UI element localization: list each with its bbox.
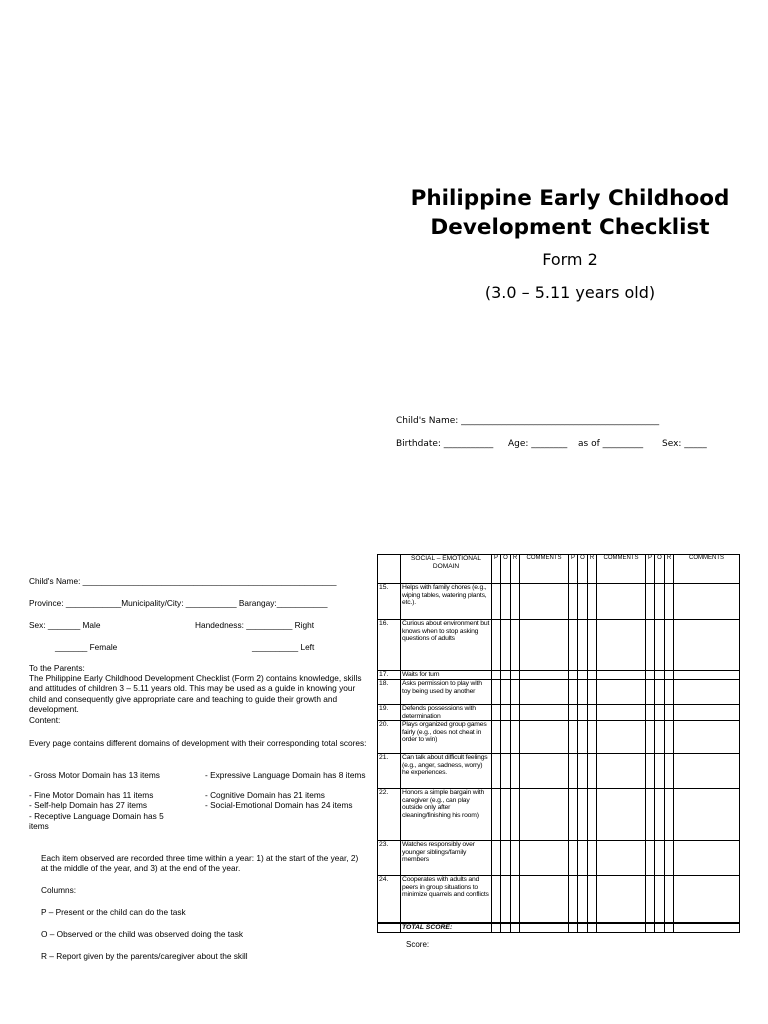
table-row <box>378 620 740 671</box>
comments-cell-2[interactable] <box>597 671 646 680</box>
header-comments-3: COMMENTS <box>674 555 740 584</box>
o-cell-2[interactable] <box>578 584 588 620</box>
o-cell-3[interactable] <box>655 620 665 671</box>
item-description: Curious about environment but knows when to stop asking questions of adults <box>401 620 492 671</box>
each-item-text: Each item observed are recorded three time within a year: 1) at the start of the year, 2) at the middle of the year, and 3) at the end of the year. <box>41 853 359 874</box>
o-cell-1[interactable] <box>501 721 511 754</box>
comments-cell-2[interactable] <box>597 876 646 923</box>
p-cell-1[interactable] <box>492 721 501 754</box>
content-label: Content: <box>29 715 61 725</box>
r-cell-1[interactable] <box>511 721 520 754</box>
total-r-3 <box>665 923 674 933</box>
o-cell-1[interactable] <box>501 680 511 705</box>
item-description: Asks permission to play with toy being used by another <box>401 680 492 705</box>
comments-cell-1[interactable] <box>520 620 569 671</box>
p-cell-1[interactable] <box>492 705 501 721</box>
o-cell-3[interactable] <box>655 876 665 923</box>
table-row <box>378 841 740 876</box>
domain-self-help: - Self-help Domain has 27 items <box>29 800 148 810</box>
table-row <box>378 680 740 705</box>
comments-cell-1[interactable] <box>520 754 569 789</box>
cover-birthdate: Birthdate: ___________ <box>396 439 494 449</box>
item-number: 17. <box>378 671 401 680</box>
item-description: Watches responsibly over younger siblings/family members <box>401 841 492 876</box>
o-cell-1[interactable] <box>501 671 511 680</box>
info-handedness-right: Handedness: __________ Right <box>195 620 315 630</box>
comments-cell-3[interactable] <box>674 584 740 620</box>
p-cell-1[interactable] <box>492 789 501 841</box>
header-r-2: R <box>588 555 597 584</box>
r-cell-1[interactable] <box>511 680 520 705</box>
r-cell-3[interactable] <box>665 841 674 876</box>
total-o-3 <box>655 923 665 933</box>
r-cell-1[interactable] <box>511 705 520 721</box>
comments-cell-1[interactable] <box>520 680 569 705</box>
social-emotional-checklist-table <box>377 554 740 933</box>
table-header-row <box>378 555 740 584</box>
table-row <box>378 754 740 789</box>
age-range: (3.0 – 5.11 years old) <box>484 283 656 302</box>
r-cell-1[interactable] <box>511 584 520 620</box>
header-domain: SOCIAL – EMOTIONAL DOMAIN <box>401 555 492 584</box>
domain-fine-motor: - Fine Motor Domain has 11 items <box>29 790 154 800</box>
o-cell-1[interactable] <box>501 876 511 923</box>
o-cell-3[interactable] <box>655 671 665 680</box>
comments-cell-2[interactable] <box>597 705 646 721</box>
o-cell-1[interactable] <box>501 754 511 789</box>
r-cell-2[interactable] <box>588 680 597 705</box>
r-cell-2[interactable] <box>588 671 597 680</box>
table-row <box>378 721 740 754</box>
domain-gross-motor: - Gross Motor Domain has 13 items <box>29 770 160 780</box>
r-cell-2[interactable] <box>588 841 597 876</box>
header-p-2: P <box>569 555 578 584</box>
r-cell-3[interactable] <box>665 876 674 923</box>
p-cell-2[interactable] <box>569 721 578 754</box>
p-cell-3[interactable] <box>646 620 655 671</box>
item-number: 23. <box>378 841 401 876</box>
o-cell-1[interactable] <box>501 841 511 876</box>
p-cell-1[interactable] <box>492 876 501 923</box>
p-cell-3[interactable] <box>646 876 655 923</box>
comments-cell-1[interactable] <box>520 584 569 620</box>
comments-cell-3[interactable] <box>674 721 740 754</box>
info-province: Province: ____________Municipality/City: ___________ Barangay:___________ <box>29 598 328 608</box>
item-number: 19. <box>378 705 401 721</box>
info-childs-name: Child's Name: _______________________________________________________ <box>29 576 337 586</box>
r-cell-3[interactable] <box>665 705 674 721</box>
total-r-1 <box>511 923 520 933</box>
r-cell-1[interactable] <box>511 841 520 876</box>
p-cell-2[interactable] <box>569 620 578 671</box>
r-cell-3[interactable] <box>665 721 674 754</box>
comments-cell-1[interactable] <box>520 705 569 721</box>
cover-as-of: as of _________ <box>578 439 644 449</box>
r-cell-1[interactable] <box>511 876 520 923</box>
cover-childs-name: Child's Name: ____________________________________________ <box>396 416 660 426</box>
o-cell-2[interactable] <box>578 754 588 789</box>
header-number <box>378 555 401 584</box>
table-row <box>378 705 740 721</box>
domain-cognitive: - Cognitive Domain has 21 items <box>205 790 325 800</box>
table-body <box>378 584 740 923</box>
header-p-1: P <box>492 555 501 584</box>
o-cell-2[interactable] <box>578 705 588 721</box>
item-description: Defends possessions with determination <box>401 705 492 721</box>
p-cell-3[interactable] <box>646 671 655 680</box>
cover-sex: Sex: _____ <box>662 439 707 449</box>
p-cell-3[interactable] <box>646 841 655 876</box>
p-cell-2[interactable] <box>569 876 578 923</box>
item-description: Helps with family chores (e.g., wiping tables, watering plants, etc.). <box>401 584 492 620</box>
o-cell-3[interactable] <box>655 584 665 620</box>
total-number-cell <box>378 923 401 933</box>
p-cell-2[interactable] <box>569 705 578 721</box>
total-score-label: TOTAL SCORE: <box>401 923 492 933</box>
p-cell-3[interactable] <box>646 754 655 789</box>
r-cell-2[interactable] <box>588 721 597 754</box>
o-cell-3[interactable] <box>655 721 665 754</box>
every-page-text: Every page contains different domains of development with their corresponding total scores: <box>29 738 367 748</box>
p-cell-2[interactable] <box>569 671 578 680</box>
r-cell-2[interactable] <box>588 620 597 671</box>
total-o-1 <box>501 923 511 933</box>
header-o-3: O <box>655 555 665 584</box>
comments-cell-3[interactable] <box>674 754 740 789</box>
title-line-2: Development Checklist <box>430 215 710 240</box>
total-r-2 <box>588 923 597 933</box>
score-label: Score: <box>406 940 430 949</box>
info-sex-male: Sex: _______ Male <box>29 620 101 630</box>
parents-body: The Philippine Early Childhood Development Checklist (Form 2) contains knowledge, skills and attitudes of children 3 – 5.11 years old. This may be used as a guide in knowing your child and consequently give appropriate care and teaching to guide their growth and development. <box>29 673 362 714</box>
r-cell-3[interactable] <box>665 789 674 841</box>
title-line-1: Philippine Early Childhood <box>410 186 730 211</box>
r-cell-3[interactable] <box>665 671 674 680</box>
comments-cell-2[interactable] <box>597 754 646 789</box>
p-cell-2[interactable] <box>569 841 578 876</box>
r-cell-2[interactable] <box>588 584 597 620</box>
comments-cell-1[interactable] <box>520 789 569 841</box>
r-cell-3[interactable] <box>665 680 674 705</box>
total-p-3 <box>646 923 655 933</box>
o-cell-2[interactable] <box>578 841 588 876</box>
o-cell-1[interactable] <box>501 789 511 841</box>
p-cell-1[interactable] <box>492 841 501 876</box>
item-description: Honors a simple bargain with caregiver (e.g., can play outside only after cleaning/finishing his room) <box>401 789 492 841</box>
header-o-2: O <box>578 555 588 584</box>
item-number: 20. <box>378 721 401 754</box>
table-row <box>378 671 740 680</box>
form-label: Form 2 <box>542 250 598 269</box>
p-cell-2[interactable] <box>569 789 578 841</box>
total-comments-1 <box>520 923 569 933</box>
comments-cell-2[interactable] <box>597 789 646 841</box>
document-title <box>380 184 760 242</box>
domain-expressive-language: - Expressive Language Domain has 8 items <box>205 770 366 780</box>
r-cell-2[interactable] <box>588 876 597 923</box>
comments-cell-2[interactable] <box>597 620 646 671</box>
header-r-3: R <box>665 555 674 584</box>
p-cell-3[interactable] <box>646 705 655 721</box>
item-number: 18. <box>378 680 401 705</box>
header-p-3: P <box>646 555 655 584</box>
r-cell-1[interactable] <box>511 620 520 671</box>
p-cell-1[interactable] <box>492 620 501 671</box>
p-cell-1[interactable] <box>492 584 501 620</box>
comments-cell-1[interactable] <box>520 841 569 876</box>
o-cell-2[interactable] <box>578 680 588 705</box>
cover-age: Age: ________ <box>508 439 568 449</box>
r-cell-1[interactable] <box>511 671 520 680</box>
domain-social-emotional: - Social-Emotional Domain has 24 items <box>205 800 353 810</box>
item-description: Cooperates with adults and peers in group situations to minimize quarrels and conflicts <box>401 876 492 923</box>
item-number: 24. <box>378 876 401 923</box>
r-cell-1[interactable] <box>511 754 520 789</box>
r-cell-3[interactable] <box>665 620 674 671</box>
o-cell-2[interactable] <box>578 876 588 923</box>
total-o-2 <box>578 923 588 933</box>
total-comments-3 <box>674 923 740 933</box>
o-cell-3[interactable] <box>655 841 665 876</box>
domain-receptive-language: - Receptive Language Domain has 5 items <box>29 811 164 831</box>
p-cell-3[interactable] <box>646 789 655 841</box>
p-cell-3[interactable] <box>646 584 655 620</box>
p-cell-1[interactable] <box>492 754 501 789</box>
table-row <box>378 789 740 841</box>
o-cell-3[interactable] <box>655 705 665 721</box>
total-p-1 <box>492 923 501 933</box>
header-comments-2: COMMENTS <box>597 555 646 584</box>
p-cell-2[interactable] <box>569 680 578 705</box>
comments-cell-3[interactable] <box>674 789 740 841</box>
comments-cell-2[interactable] <box>597 584 646 620</box>
o-cell-3[interactable] <box>655 754 665 789</box>
r-cell-2[interactable] <box>588 705 597 721</box>
p-cell-1[interactable] <box>492 671 501 680</box>
comments-cell-3[interactable] <box>674 705 740 721</box>
legend-o: O – Observed or the child was observed doing the task <box>41 929 244 939</box>
p-cell-2[interactable] <box>569 754 578 789</box>
comments-cell-3[interactable] <box>674 680 740 705</box>
item-description: Can talk about difficult feelings (e.g., anger, sadness, worry) he experiences. <box>401 754 492 789</box>
r-cell-3[interactable] <box>665 584 674 620</box>
o-cell-2[interactable] <box>578 721 588 754</box>
p-cell-3[interactable] <box>646 680 655 705</box>
item-number: 15. <box>378 584 401 620</box>
legend-r: R – Report given by the parents/caregiver about the skill <box>41 951 248 961</box>
r-cell-2[interactable] <box>588 789 597 841</box>
item-number: 22. <box>378 789 401 841</box>
item-description: Waits for turn <box>401 671 492 680</box>
o-cell-2[interactable] <box>578 620 588 671</box>
item-description: Plays organized group games fairly (e.g., does not cheat in order to win) <box>401 721 492 754</box>
total-p-2 <box>569 923 578 933</box>
comments-cell-2[interactable] <box>597 841 646 876</box>
header-comments-1: COMMENTS <box>520 555 569 584</box>
comments-cell-1[interactable] <box>520 721 569 754</box>
comments-cell-3[interactable] <box>674 671 740 680</box>
item-number: 16. <box>378 620 401 671</box>
r-cell-3[interactable] <box>665 754 674 789</box>
r-cell-2[interactable] <box>588 754 597 789</box>
p-cell-2[interactable] <box>569 584 578 620</box>
comments-cell-3[interactable] <box>674 876 740 923</box>
table-row <box>378 876 740 923</box>
total-comments-2 <box>597 923 646 933</box>
legend-p: P – Present or the child can do the task <box>41 907 186 917</box>
comments-cell-3[interactable] <box>674 620 740 671</box>
parents-heading: To the Parents: <box>29 663 85 673</box>
o-cell-2[interactable] <box>578 671 588 680</box>
p-cell-3[interactable] <box>646 721 655 754</box>
o-cell-2[interactable] <box>578 789 588 841</box>
o-cell-3[interactable] <box>655 789 665 841</box>
item-number: 21. <box>378 754 401 789</box>
info-handedness-left: __________ Left <box>252 642 315 652</box>
o-cell-1[interactable] <box>501 705 511 721</box>
comments-cell-2[interactable] <box>597 680 646 705</box>
info-sex-female: _______ Female <box>55 642 118 652</box>
comments-cell-1[interactable] <box>520 876 569 923</box>
o-cell-1[interactable] <box>501 620 511 671</box>
r-cell-1[interactable] <box>511 789 520 841</box>
table-row <box>378 584 740 620</box>
comments-cell-2[interactable] <box>597 721 646 754</box>
comments-cell-3[interactable] <box>674 841 740 876</box>
parents-section <box>29 663 369 714</box>
columns-label: Columns: <box>41 885 77 895</box>
p-cell-1[interactable] <box>492 680 501 705</box>
header-r-1: R <box>511 555 520 584</box>
o-cell-1[interactable] <box>501 584 511 620</box>
o-cell-3[interactable] <box>655 680 665 705</box>
total-score-row <box>378 923 740 933</box>
header-o-1: O <box>501 555 511 584</box>
comments-cell-1[interactable] <box>520 671 569 680</box>
